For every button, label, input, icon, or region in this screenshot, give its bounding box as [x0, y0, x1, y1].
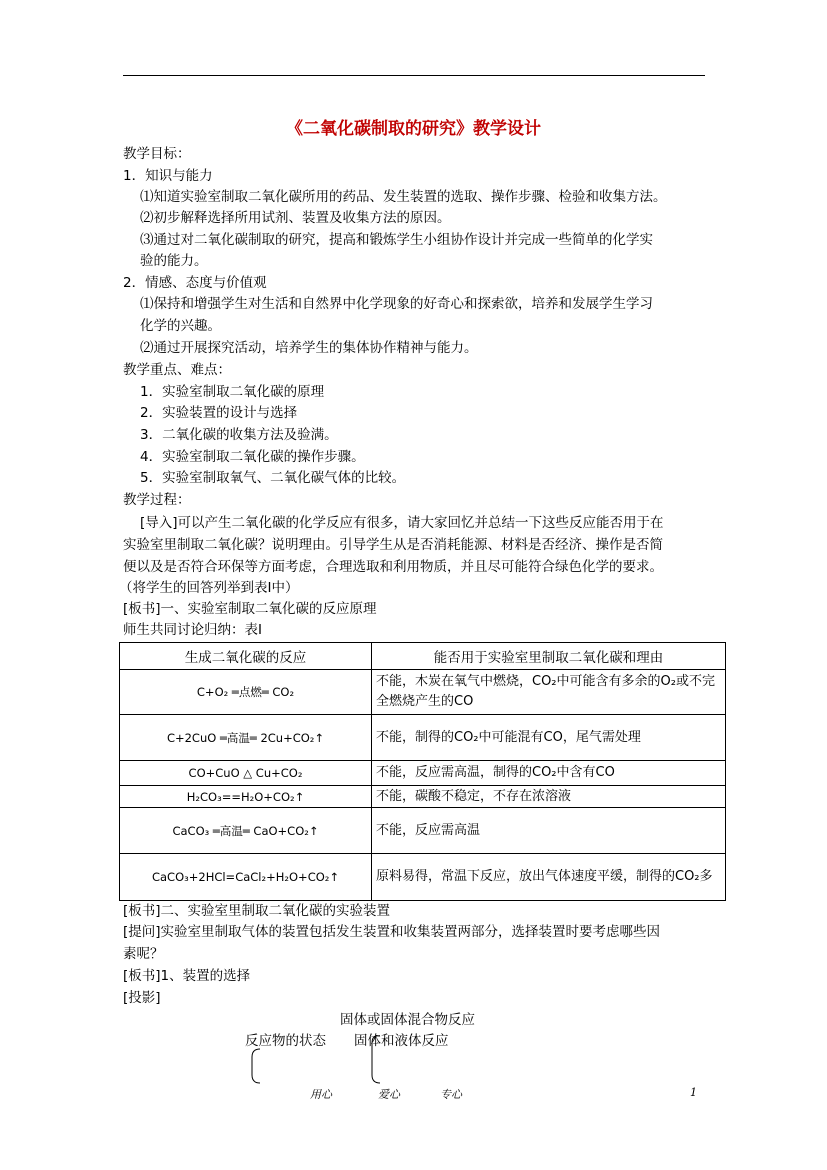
reaction-cell: H₂CO₃==H₂O+CO₂↑	[120, 786, 372, 808]
keypoint-item: 2．实验装置的设计与选择	[140, 405, 298, 421]
table-caption: 师生共同讨论归纳：表Ⅰ	[123, 622, 262, 638]
keypoint-item: 5．实验室制取氧气、二氧化碳气体的比较。	[140, 470, 406, 486]
question-line-1: [提问]实验室里制取气体的装置包括发生装置和收集装置两部分，选择装置时要考虑哪些因	[123, 924, 661, 940]
table-header-row	[120, 643, 726, 670]
keypoint-item: 4．实验室制取二氧化碳的操作步骤。	[140, 449, 365, 465]
footer-motto: 专心	[440, 1088, 462, 1101]
intro-line-2: 实验室里制取二氧化碳？说明理由。引导学生从是否消耗能源、材料是否经济、操作是否简	[123, 537, 663, 553]
header-rule	[123, 75, 705, 76]
projection-label: [投影]	[123, 990, 161, 1006]
question-line-2: 素呢？	[123, 946, 164, 962]
table-row	[120, 715, 726, 761]
diagram-right-label: 固体和液体反应	[354, 1033, 449, 1049]
diagram-left-label: 反应物的状态	[245, 1033, 326, 1049]
goal-item-1c-line1: ⑶通过对二氧化碳制取的研究，提高和锻炼学生小组协作设计并完成一些简单的化学实	[140, 232, 653, 248]
goal-item-1a: ⑴知道实验室制取二氧化碳所用的药品、发生装置的选取、操作步骤、检验和收集方法。	[140, 189, 667, 205]
goal-item-2: 2．情感、态度与价值观	[123, 275, 267, 291]
footer-motto: 用心	[310, 1088, 332, 1101]
table-header: 生成二氧化碳的反应	[120, 643, 372, 670]
goal-item-2a-line2: 化学的兴趣。	[140, 318, 221, 334]
table-row	[120, 808, 726, 854]
table-row	[120, 670, 726, 715]
board-note-1: [板书]一、实验室制取二氧化碳的反应原理	[123, 601, 377, 617]
table-row	[120, 786, 726, 808]
keypoints-heading: 教学重点、难点：	[123, 362, 231, 378]
goal-item-1c-line2: 验的能力。	[140, 253, 208, 269]
goals-heading: 教学目标：	[123, 146, 191, 162]
reaction-cell: C+O₂ ═点燃═ CO₂	[120, 670, 372, 715]
reaction-cell: C+2CuO ═高温═ 2Cu+CO₂↑	[120, 715, 372, 761]
keypoint-item: 1．实验室制取二氧化碳的原理	[140, 384, 325, 400]
page-number: 1	[690, 1086, 697, 1099]
reason-cell: 不能，反应需高温	[372, 808, 726, 854]
reaction-table	[119, 642, 726, 901]
reason-cell: 原料易得，常温下反应，放出气体速度平缓，制得的CO₂多	[372, 854, 726, 901]
reason-cell: 不能，制得的CO₂中可能混有CO，尾气需处理	[372, 715, 726, 761]
board-note-3: [板书]1、装置的选择	[123, 968, 251, 984]
goal-item-2b: ⑵通过开展探究活动，培养学生的集体协作精神与能力。	[140, 340, 478, 356]
table-row	[120, 761, 726, 786]
reason-cell: 不能，碳酸不稳定，不存在浓溶液	[372, 786, 726, 808]
reaction-cell: CO+CuO △ Cu+CO₂	[120, 761, 372, 786]
goal-item-1: 1．知识与能力	[123, 168, 213, 184]
intro-line-1: [导入]可以产生二氧化碳的化学反应有很多，请大家回忆并总结一下这些反应能否用于在	[140, 515, 664, 531]
footer-motto: 爱心	[378, 1088, 400, 1101]
diagram-top-label: 固体或固体混合物反应	[340, 1012, 475, 1028]
bracket-lines	[240, 1035, 400, 1087]
intro-line-3: 便以及是否符合环保等方面考虑，合理选取和利用物质，并且尽可能符合绿色化学的要求。	[123, 559, 663, 575]
table-header: 能否用于实验室里制取二氧化碳和理由	[372, 643, 726, 670]
goal-item-2a-line1: ⑴保持和增强学生对生活和自然界中化学现象的好奇心和探索欲，培养和发展学生学习	[140, 296, 653, 312]
reason-cell: 不能，木炭在氧气中燃烧，CO₂中可能含有多余的O₂或不完全燃烧产生的CO	[372, 670, 726, 715]
intro-line-4: （将学生的回答列举到表Ⅰ中）	[119, 580, 299, 596]
keypoint-item: 3．二氧化碳的收集方法及验满。	[140, 427, 338, 443]
reaction-cell: CaCO₃+2HCl=CaCl₂+H₂O+CO₂↑	[120, 854, 372, 901]
page-title: 《二氧化碳制取的研究》教学设计	[286, 119, 541, 139]
reaction-cell: CaCO₃ ═高温═ CaO+CO₂↑	[120, 808, 372, 854]
board-note-2: [板书]二、实验室里制取二氧化碳的实验装置	[123, 903, 391, 919]
reason-cell: 不能，反应需高温，制得的CO₂中含有CO	[372, 761, 726, 786]
goal-item-1b: ⑵初步解释选择所用试剂、装置及收集方法的原因。	[140, 210, 451, 226]
process-heading: 教学过程：	[123, 492, 191, 508]
table-row	[120, 854, 726, 901]
